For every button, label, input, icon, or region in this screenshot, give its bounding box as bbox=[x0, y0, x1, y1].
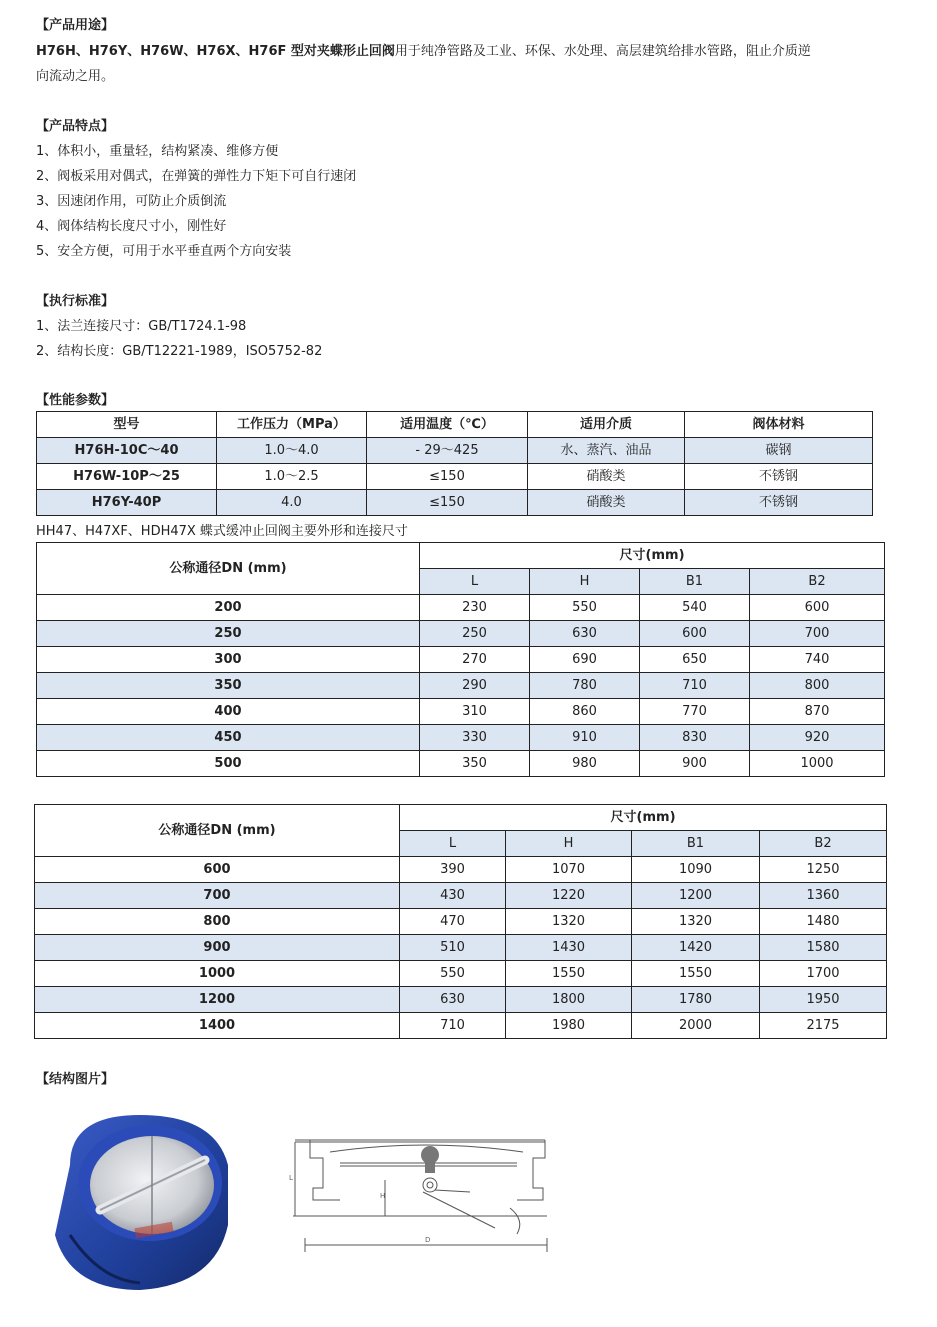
feature-item: 1、体积小，重量轻，结构紧凑、维修方便 bbox=[36, 144, 279, 159]
table-cell: 290 bbox=[420, 673, 530, 699]
feature-item: 3、因速闭作用，可防止介质倒流 bbox=[36, 194, 227, 209]
table-row bbox=[35, 935, 887, 961]
usage-text bbox=[36, 40, 811, 59]
table-cell: 1220 bbox=[506, 883, 632, 909]
table-row bbox=[37, 595, 885, 621]
table-cell: 230 bbox=[420, 595, 530, 621]
table-row bbox=[37, 438, 873, 464]
table-cell: 910 bbox=[530, 725, 640, 751]
table-cell: 硝酸类 bbox=[528, 464, 685, 490]
table-row bbox=[37, 490, 873, 516]
dims-header-row bbox=[35, 805, 887, 831]
table-cell: 水、蒸汽、油品 bbox=[528, 438, 685, 464]
table-cell: 1000 bbox=[35, 961, 400, 987]
table-cell: 700 bbox=[35, 883, 400, 909]
table-cell: 510 bbox=[400, 935, 506, 961]
table-cell: 1480 bbox=[760, 909, 887, 935]
table-cell: 1950 bbox=[760, 987, 887, 1013]
dim-label-L: L bbox=[289, 1174, 293, 1182]
table-row bbox=[37, 751, 885, 777]
features-title: 【产品特点】 bbox=[36, 119, 115, 134]
table-cell: 500 bbox=[37, 751, 420, 777]
standards-title: 【执行标准】 bbox=[36, 294, 115, 309]
table-cell: 2175 bbox=[760, 1013, 887, 1039]
table-cell: H76Y-40P bbox=[37, 490, 217, 516]
usage-text-rest: 用于纯净管路及工业、环保、水处理、高层建筑给排水管路，阻止介质逆 bbox=[394, 44, 811, 59]
sub-header-cell: H bbox=[506, 831, 632, 857]
table-cell: 1200 bbox=[632, 883, 760, 909]
table-cell: 碳钢 bbox=[685, 438, 873, 464]
table-row bbox=[35, 857, 887, 883]
table-cell: 860 bbox=[530, 699, 640, 725]
params-header-cell: 适用温度（℃） bbox=[367, 412, 528, 438]
table-row bbox=[37, 699, 885, 725]
dims-header-row bbox=[37, 543, 885, 569]
table-cell: 1550 bbox=[506, 961, 632, 987]
table-cell: 710 bbox=[640, 673, 750, 699]
table-cell: 600 bbox=[35, 857, 400, 883]
table-cell: 270 bbox=[420, 647, 530, 673]
standard-item: 2、结构长度：GB/T12221-1989，ISO5752-82 bbox=[36, 344, 323, 359]
table-cell: 470 bbox=[400, 909, 506, 935]
table-row bbox=[37, 621, 885, 647]
table-row bbox=[37, 673, 885, 699]
table-cell: 1800 bbox=[506, 987, 632, 1013]
dims-table-2 bbox=[34, 804, 887, 1039]
table-row bbox=[35, 961, 887, 987]
sub-header-cell: B2 bbox=[750, 569, 885, 595]
table-cell: H76H-10C～40 bbox=[37, 438, 217, 464]
usage-title: 【产品用途】 bbox=[36, 18, 115, 33]
table-cell: 430 bbox=[400, 883, 506, 909]
table-cell: 710 bbox=[400, 1013, 506, 1039]
table-cell: 不锈钢 bbox=[685, 490, 873, 516]
table-row bbox=[37, 464, 873, 490]
table-cell: ≤150 bbox=[367, 464, 528, 490]
table-cell: - 29～425 bbox=[367, 438, 528, 464]
table-cell: 980 bbox=[530, 751, 640, 777]
sub-header-cell: H bbox=[530, 569, 640, 595]
table-cell: 1070 bbox=[506, 857, 632, 883]
structure-title: 【结构图片】 bbox=[36, 1072, 115, 1087]
table-cell: 330 bbox=[420, 725, 530, 751]
table-cell: 1320 bbox=[632, 909, 760, 935]
sub-header-cell: L bbox=[400, 831, 506, 857]
table-row bbox=[35, 883, 887, 909]
table-cell: 300 bbox=[37, 647, 420, 673]
table-cell: 250 bbox=[420, 621, 530, 647]
table-cell: 390 bbox=[400, 857, 506, 883]
params-header-cell: 阀体材料 bbox=[685, 412, 873, 438]
feature-item: 5、安全方便，可用于水平垂直两个方向安装 bbox=[36, 244, 292, 259]
table-cell: 1420 bbox=[632, 935, 760, 961]
table-cell: 540 bbox=[640, 595, 750, 621]
params-header-cell: 工作压力（MPa） bbox=[217, 412, 367, 438]
table-cell: 920 bbox=[750, 725, 885, 751]
dim-label-H: H bbox=[380, 1192, 386, 1200]
table-cell: 1000 bbox=[750, 751, 885, 777]
table-cell: 1580 bbox=[760, 935, 887, 961]
dims-table-1 bbox=[36, 542, 885, 777]
table-cell: 350 bbox=[420, 751, 530, 777]
table-cell: 830 bbox=[640, 725, 750, 751]
table-cell: 1700 bbox=[760, 961, 887, 987]
table-cell: 1090 bbox=[632, 857, 760, 883]
table-cell: 1430 bbox=[506, 935, 632, 961]
sub-header-cell: B1 bbox=[640, 569, 750, 595]
table-cell: 740 bbox=[750, 647, 885, 673]
table-cell: 400 bbox=[37, 699, 420, 725]
table-cell: 不锈钢 bbox=[685, 464, 873, 490]
table-cell: 450 bbox=[37, 725, 420, 751]
size-header: 尺寸(mm) bbox=[400, 805, 887, 831]
table-cell: 690 bbox=[530, 647, 640, 673]
params-header-cell: 型号 bbox=[37, 412, 217, 438]
table-cell: 硝酸类 bbox=[528, 490, 685, 516]
params-title: 【性能参数】 bbox=[36, 393, 115, 408]
table-cell: 770 bbox=[640, 699, 750, 725]
valve-drawing bbox=[285, 1130, 555, 1260]
table-cell: 900 bbox=[35, 935, 400, 961]
feature-item: 4、阀体结构长度尺寸小，刚性好 bbox=[36, 219, 227, 234]
table-cell: 600 bbox=[750, 595, 885, 621]
table-row bbox=[37, 647, 885, 673]
table-cell: 650 bbox=[640, 647, 750, 673]
standard-item: 1、法兰连接尺寸：GB/T1724.1-98 bbox=[36, 319, 247, 334]
table-cell: 4.0 bbox=[217, 490, 367, 516]
table-cell: 600 bbox=[640, 621, 750, 647]
table-cell: 630 bbox=[530, 621, 640, 647]
feature-item: 2、阀板采用对偶式，在弹簧的弹性力下矩下可自行速闭 bbox=[36, 169, 357, 184]
table-row bbox=[35, 987, 887, 1013]
table-cell: ≤150 bbox=[367, 490, 528, 516]
table-cell: 1.0～2.5 bbox=[217, 464, 367, 490]
table-cell: 550 bbox=[530, 595, 640, 621]
params-header-row bbox=[37, 412, 873, 438]
table-cell: 200 bbox=[37, 595, 420, 621]
usage-text-line2: 向流动之用。 bbox=[36, 69, 115, 84]
table-cell: 630 bbox=[400, 987, 506, 1013]
params-table bbox=[36, 411, 873, 516]
table-cell: 550 bbox=[400, 961, 506, 987]
sub-header-cell: L bbox=[420, 569, 530, 595]
table-cell: 700 bbox=[750, 621, 885, 647]
table-cell: 800 bbox=[35, 909, 400, 935]
table-cell: 1550 bbox=[632, 961, 760, 987]
table-cell: 1980 bbox=[506, 1013, 632, 1039]
dims-caption: HH47、H47XF、HDH47X 蝶式缓冲止回阀主要外形和连接尺寸 bbox=[36, 524, 408, 539]
table-cell: 780 bbox=[530, 673, 640, 699]
table-cell: 1250 bbox=[760, 857, 887, 883]
table-row bbox=[35, 1013, 887, 1039]
table-row bbox=[37, 725, 885, 751]
dn-header: 公称通径DN (mm) bbox=[37, 543, 420, 595]
dim-label-D: D bbox=[425, 1236, 431, 1244]
size-header: 尺寸(mm) bbox=[420, 543, 885, 569]
table-cell: 310 bbox=[420, 699, 530, 725]
table-cell: 250 bbox=[37, 621, 420, 647]
table-row bbox=[35, 909, 887, 935]
table-cell: 1320 bbox=[506, 909, 632, 935]
sub-header-cell: B2 bbox=[760, 831, 887, 857]
table-cell: 900 bbox=[640, 751, 750, 777]
table-cell: 1360 bbox=[760, 883, 887, 909]
table-cell: 2000 bbox=[632, 1013, 760, 1039]
table-cell: 870 bbox=[750, 699, 885, 725]
table-cell: 350 bbox=[37, 673, 420, 699]
dn-header: 公称通径DN (mm) bbox=[35, 805, 400, 857]
table-cell: 1400 bbox=[35, 1013, 400, 1039]
usage-models: H76H、H76Y、H76W、H76X、H76F 型对夹蝶形止回阀 bbox=[36, 44, 395, 59]
sub-header-cell: B1 bbox=[632, 831, 760, 857]
table-cell: 1200 bbox=[35, 987, 400, 1013]
params-header-cell: 适用介质 bbox=[528, 412, 685, 438]
valve-photo bbox=[40, 1105, 240, 1305]
table-cell: H76W-10P～25 bbox=[37, 464, 217, 490]
table-cell: 800 bbox=[750, 673, 885, 699]
table-cell: 1780 bbox=[632, 987, 760, 1013]
table-cell: 1.0～4.0 bbox=[217, 438, 367, 464]
